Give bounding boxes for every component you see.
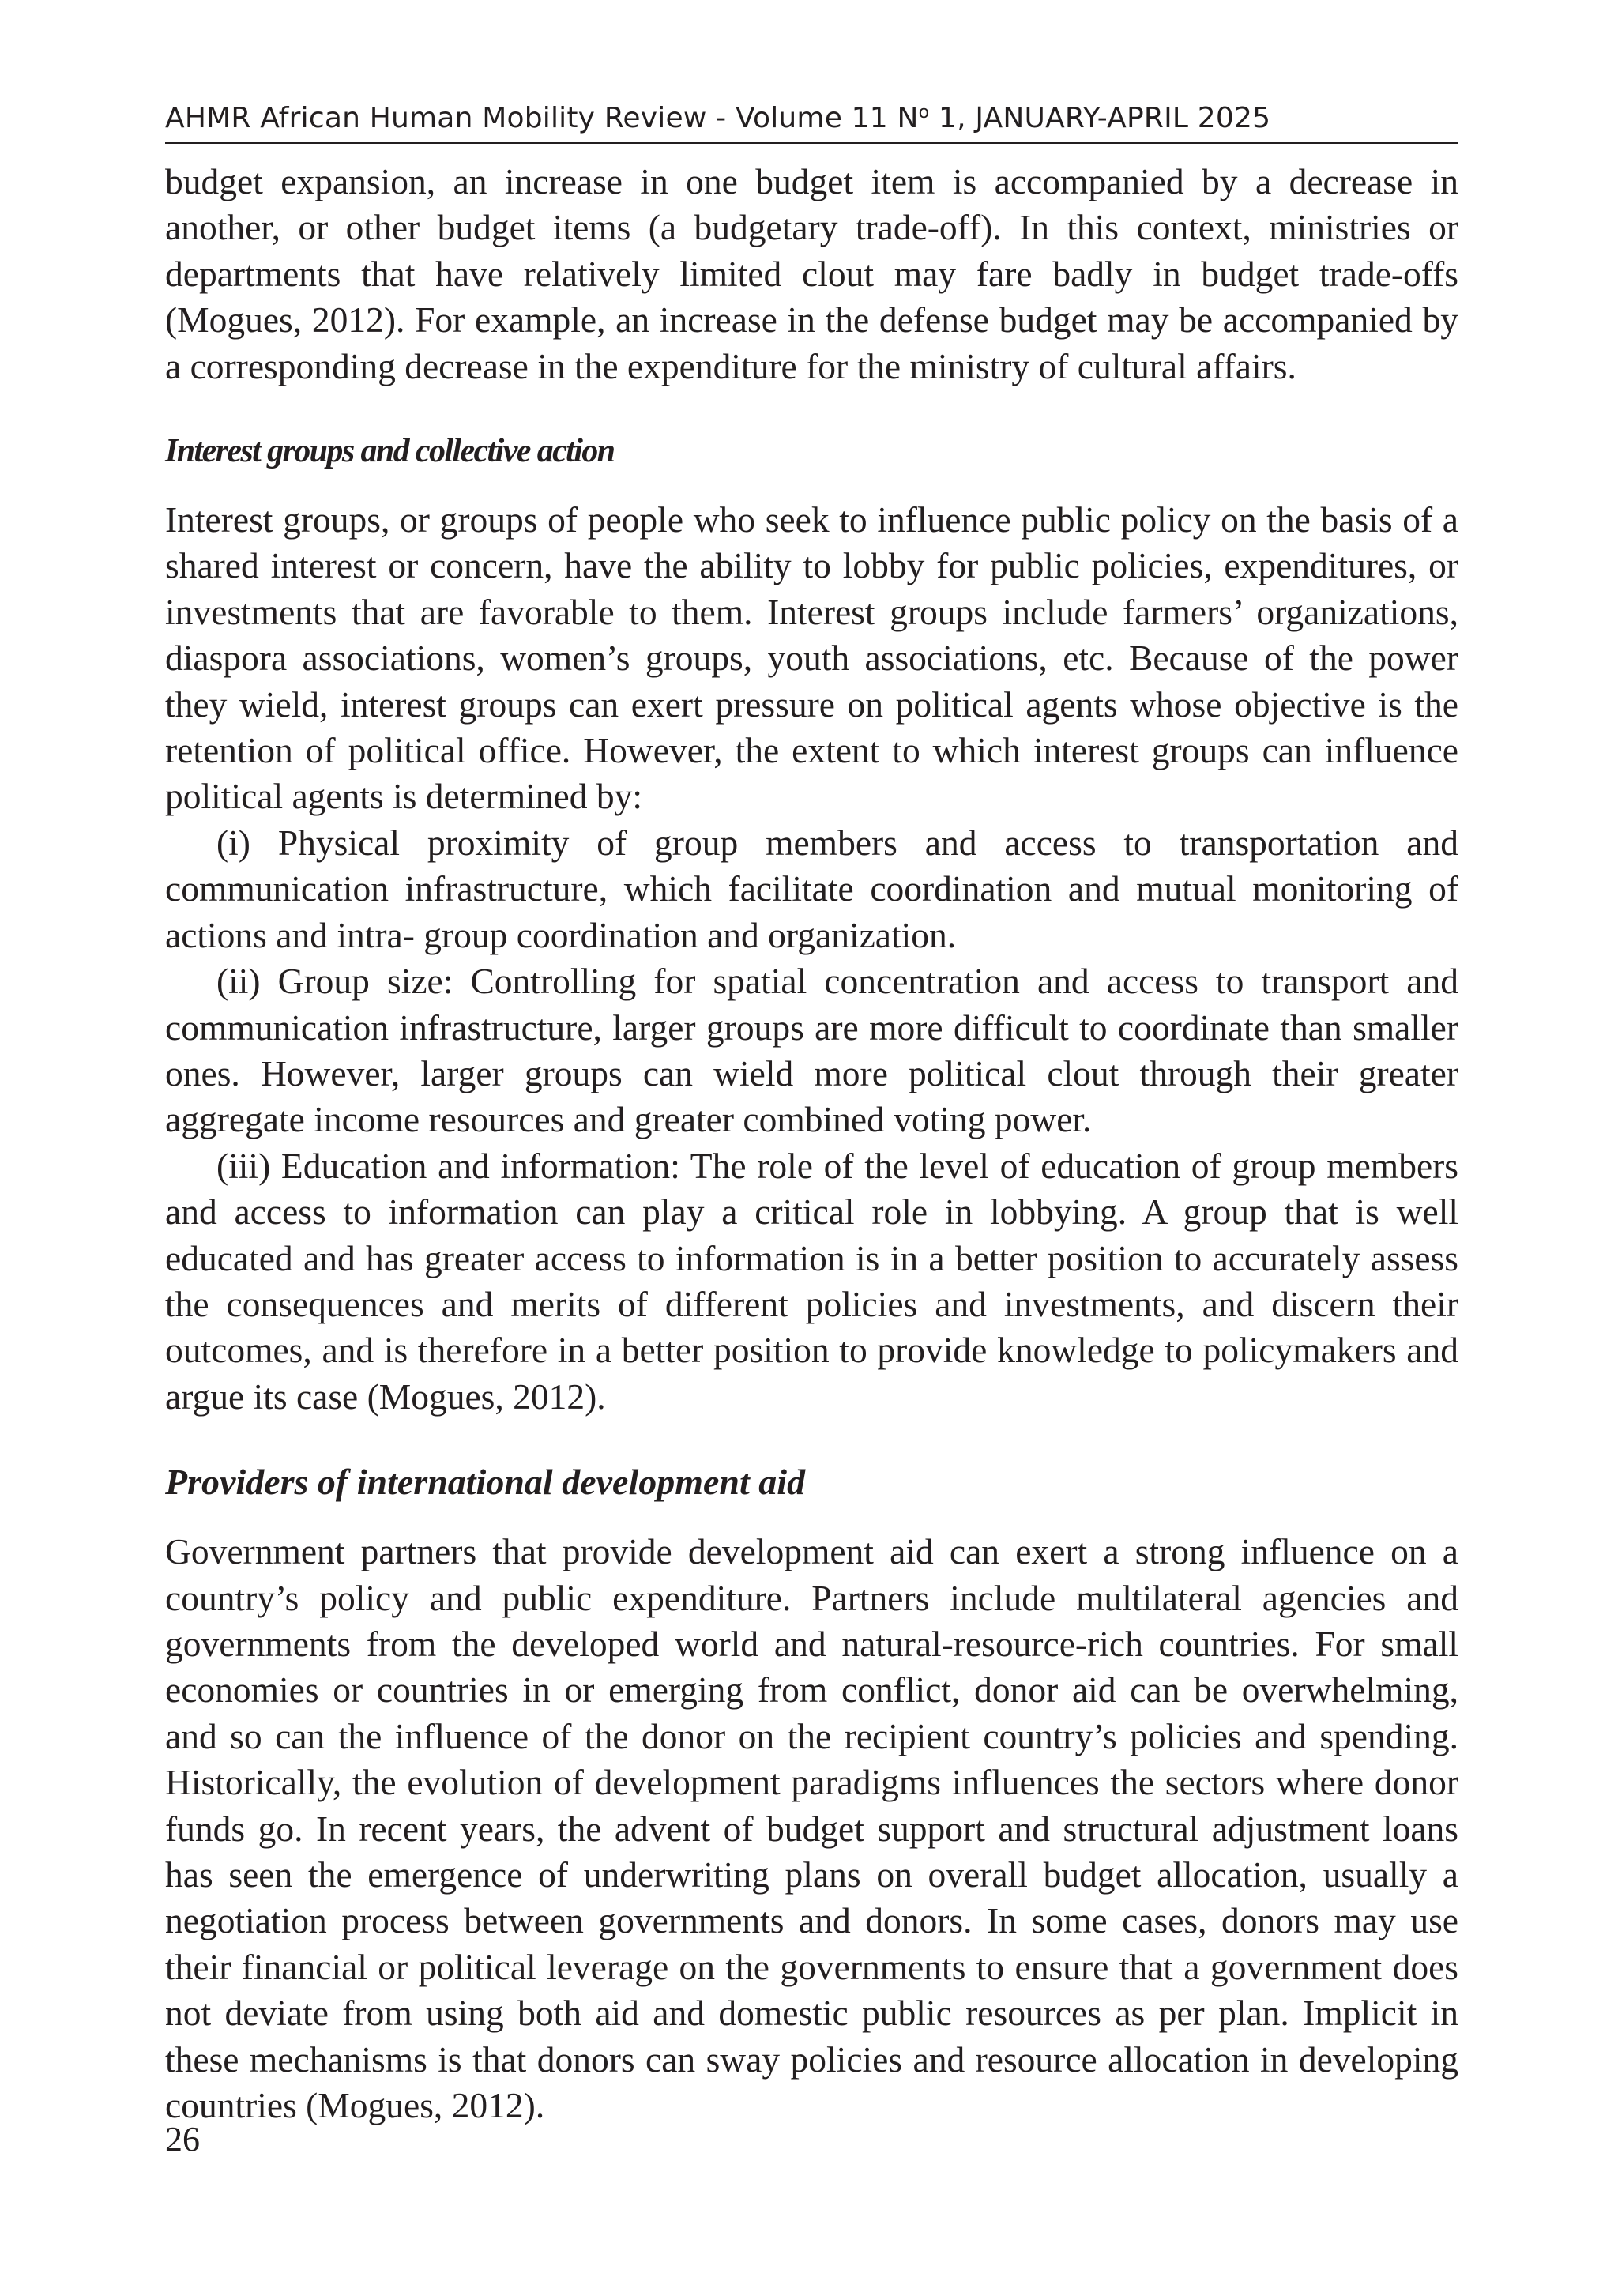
section-heading-development-aid: Providers of international development aid xyxy=(165,1462,806,1503)
list-item-group-size: (ii) Group size: Controlling for spatial concentration and access to transport and communication infrastructure, larger groups are more difficult to coordinate than smaller ones. However, larger groups can wield more political clout through their greater aggregate income resources and greater combined voting power. xyxy=(165,961,1458,1140)
section-heading-interest-groups: Interest groups and collective action xyxy=(165,433,615,470)
running-header-issue: 1, JANUARY-APRIL 2025 xyxy=(929,102,1271,134)
paragraph-budget-tradeoff: budget expansion, an increase in one budget item is accompanied by a decrease in another, or other budget items (a budgetary trade-off). In this context, ministries or departments that have relatively limited clout may fare badly in budget trade-offs (Mogues, 2012). For example, an increase in the defense budget may be accompanied by a corresponding decrease in the expenditure for the ministry of cultural affairs. xyxy=(165,161,1458,386)
header-rule xyxy=(165,142,1458,144)
list-item-education-information: (iii) Education and information: The role of the level of education of group members and access to information can play a critical role in lobbying. A group that is well educated and has greater access to information is in a better position to accurately assess the consequences and merits of different policies and investments, and discern their outcomes, and is therefore in a better position to provide knowledge to policymakers and argue its case (Mogues, 2012). xyxy=(165,1145,1458,1417)
paragraph-development-aid: Government partners that provide development aid can exert a strong influence on a country’s policy and public expenditure. Partners include multilateral agencies and governments from the developed world and natural-resource-rich countries. For small economies or countries in or emerging from conflict, donor aid can be overwhelming, and so can the influence of the donor on the recipient country’s policies and spending. Historically, the evolution of development paradigms influences the sectors where donor funds go. In recent years, the advent of budget support and structural adjustment loans has seen the emergence of underwriting plans on overall budget allocation, usually a negotiation process between governments and donors. In some cases, donors may use their financial or political leverage on the governments to ensure that a government does not deviate from using both aid and domestic public resources as per plan. Implicit in these mechanisms is that donors can sway policies and resource allocation in developing countries (Mogues, 2012). xyxy=(165,1531,1458,2126)
page-number: 26 xyxy=(165,2120,200,2159)
paragraph-interest-groups: Interest groups, or groups of people who seek to influence public policy on the basis of a shared interest or concern, have the ability to lobby for public policies, expenditures, or investments that are favorable to them. Interest groups include farmers’ organizations, diaspora associations, women’s groups, youth associations, etc. Because of the power they wield, interest groups can exert pressure on political agents whose objective is the retention of political office. However, the extent to which interest groups can influence political agents is determined by: xyxy=(165,499,1458,817)
issue-number-superscript: o xyxy=(918,103,930,122)
journal-page xyxy=(165,0,1458,2296)
running-header-title: AHMR African Human Mobility Review - Volume 11 N xyxy=(165,102,919,134)
article-body xyxy=(165,159,1458,2129)
running-header xyxy=(165,100,1458,137)
list-item-physical-proximity: (i) Physical proximity of group members and access to transportation and communication infrastructure, which facilitate coordination and mutual monitoring of actions and intra- group coordination and organization. xyxy=(165,822,1458,955)
